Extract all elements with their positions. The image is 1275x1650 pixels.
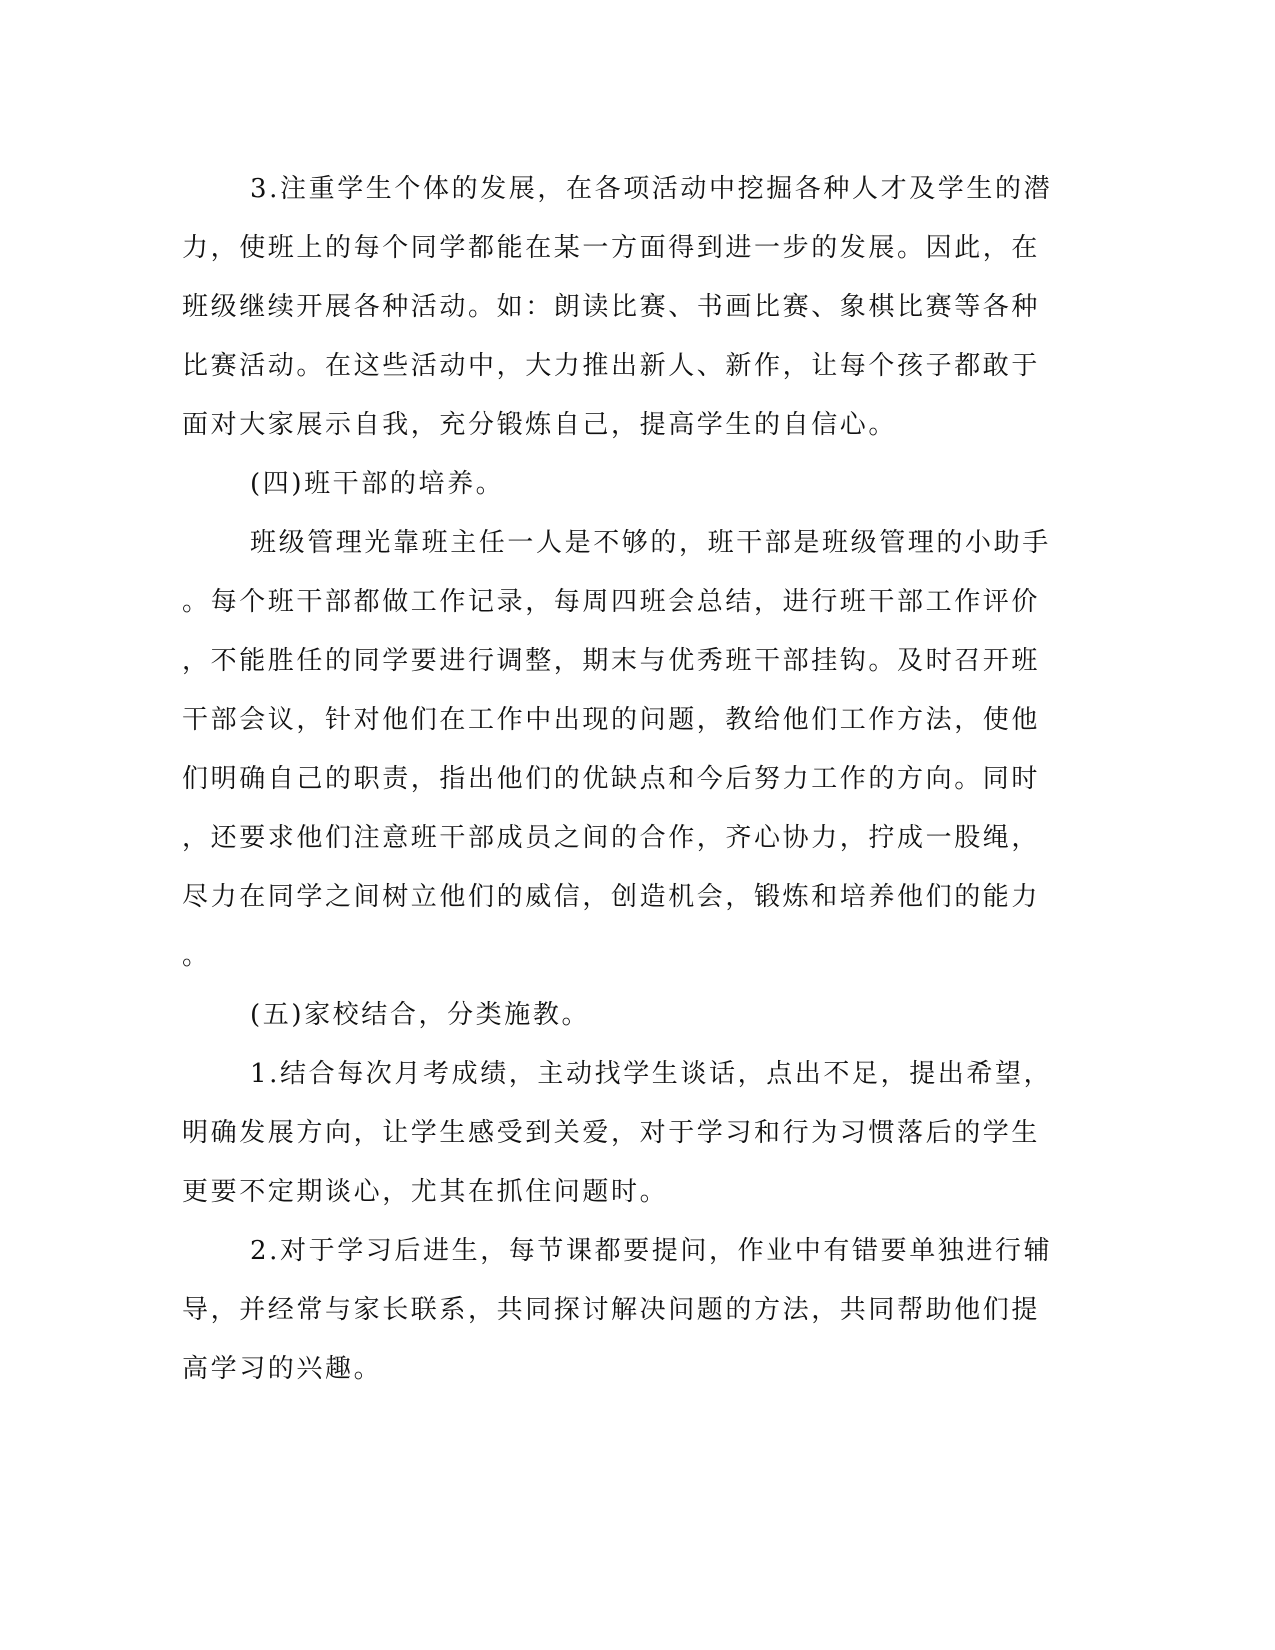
- section-heading: (五)家校结合，分类施教。: [250, 1000, 591, 1030]
- paragraph-line: 班级继续开展各种活动。如：朗读比赛、书画比赛、象棋比赛等各种: [182, 292, 1041, 322]
- paragraph-line: 们明确自己的职责，指出他们的优缺点和今后努力工作的方向。同时: [182, 764, 1041, 794]
- paragraph-line: 明确发展方向，让学生感受到关爱，对于学习和行为习惯落后的学生: [182, 1118, 1041, 1148]
- paragraph-line: 尽力在同学之间树立他们的威信，创造机会，锻炼和培养他们的能力: [182, 882, 1041, 912]
- paragraph-line: 。每个班干部都做工作记录，每周四班会总结，进行班干部工作评价: [182, 587, 1041, 617]
- paragraph-line: 。: [182, 941, 211, 971]
- paragraph-line: 干部会议，针对他们在工作中出现的问题，教给他们工作方法，使他: [182, 705, 1041, 735]
- paragraph-line: 导，并经常与家长联系，共同探讨解决问题的方法，共同帮助他们提: [182, 1295, 1041, 1325]
- paragraph-line: 3.注重学生个体的发展，在各项活动中挖掘各种人才及学生的潜: [250, 174, 1053, 204]
- document-body: [182, 160, 1053, 1399]
- section-heading: (四)班干部的培养。: [250, 469, 505, 499]
- paragraph-line: 力，使班上的每个同学都能在某一方面得到进一步的发展。因此，在: [182, 233, 1041, 263]
- paragraph-line: 高学习的兴趣。: [182, 1354, 383, 1384]
- paragraph-line: 更要不定期谈心，尤其在抓住问题时。: [182, 1177, 669, 1207]
- paragraph-line: ，不能胜任的同学要进行调整，期末与优秀班干部挂钩。及时召开班: [182, 646, 1041, 676]
- paragraph-line: 1.结合每次月考成绩，主动找学生谈话，点出不足，提出希望，: [250, 1059, 1053, 1089]
- paragraph-line: ，还要求他们注意班干部成员之间的合作，齐心协力，拧成一股绳，: [182, 823, 1041, 853]
- paragraph-line: 面对大家展示自我，充分锻炼自己，提高学生的自信心。: [182, 410, 898, 440]
- paragraph-line: 2.对于学习后进生，每节课都要提问，作业中有错要单独进行辅: [250, 1236, 1053, 1266]
- paragraph-line: 比赛活动。在这些活动中，大力推出新人、新作，让每个孩子都敢于: [182, 351, 1041, 381]
- paragraph-line: 班级管理光靠班主任一人是不够的，班干部是班级管理的小助手: [250, 528, 1051, 558]
